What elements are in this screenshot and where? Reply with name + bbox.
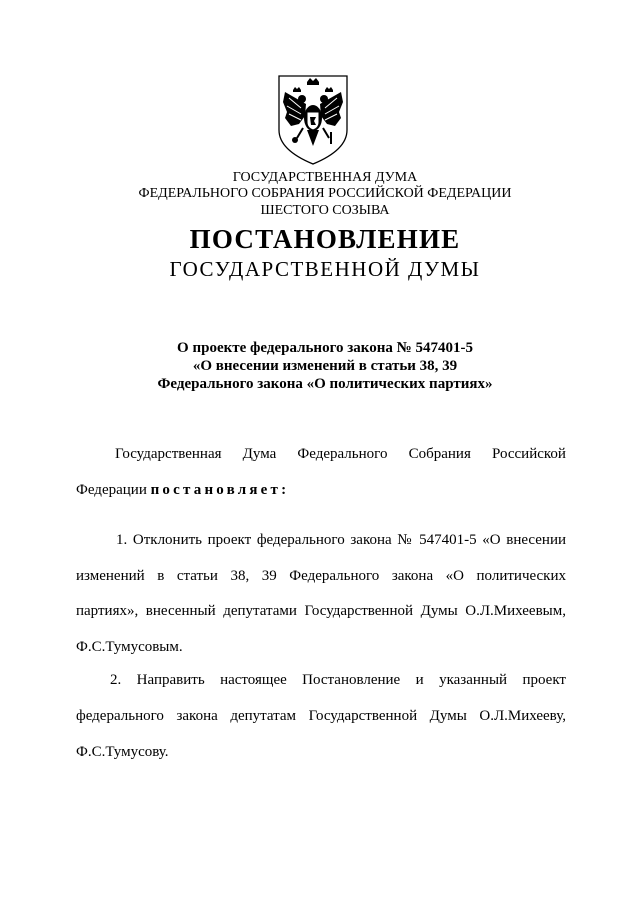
subject-line1: О проекте федерального закона № 547401-5 [177, 340, 473, 356]
resolves-keyword: постановляет: [150, 482, 290, 498]
preamble-prefix: Федерации [76, 482, 147, 498]
state-emblem-icon [273, 72, 353, 166]
document-type-title: ПОСТАНОВЛЕНИЕ [189, 224, 461, 254]
subject-line3: Федерального закона «О политических партиях» [157, 376, 493, 392]
org-name-line2: ФЕДЕРАЛЬНОГО СОБРАНИЯ РОССИЙСКОЙ ФЕДЕРАЦИИ [138, 186, 512, 201]
preamble-word: Дума [242, 446, 277, 462]
item1-line1: 1. Отклонить проект федерального закона № 547401-5 «О внесении [116, 532, 566, 548]
org-name-line1: ГОСУДАРСТВЕННАЯ ДУМА [232, 170, 418, 185]
item2-line3: Ф.С.Тумусову. [76, 744, 169, 760]
item2-line1: 2. Направить настоящее Постановление и указанный проект [110, 672, 566, 688]
preamble-line2 [76, 481, 566, 499]
preamble-word: Российской [492, 446, 566, 462]
item1-line4: Ф.С.Тумусовым. [76, 639, 183, 655]
item2-line2: федерального закона депутатам Государственной Думы О.Л.Михееву, [76, 708, 566, 724]
preamble-word: Государственная [115, 446, 222, 462]
item1-line3: партиях», внесенный депутатами Государственной Думы О.Л.Михеевым, [76, 603, 566, 619]
preamble-word: Федерального [297, 446, 388, 462]
document-issuer-subtitle: ГОСУДАРСТВЕННОЙ ДУМЫ [169, 257, 481, 281]
preamble-word: Собрания [408, 446, 471, 462]
convocation-label: ШЕСТОГО СОЗЫВА [260, 203, 390, 218]
item1-line2: изменений в статьи 38, 39 Федерального закона «О политических [76, 568, 566, 584]
subject-line2: «О внесении изменений в статьи 38, 39 [192, 358, 458, 374]
preamble-line1 [115, 445, 566, 463]
